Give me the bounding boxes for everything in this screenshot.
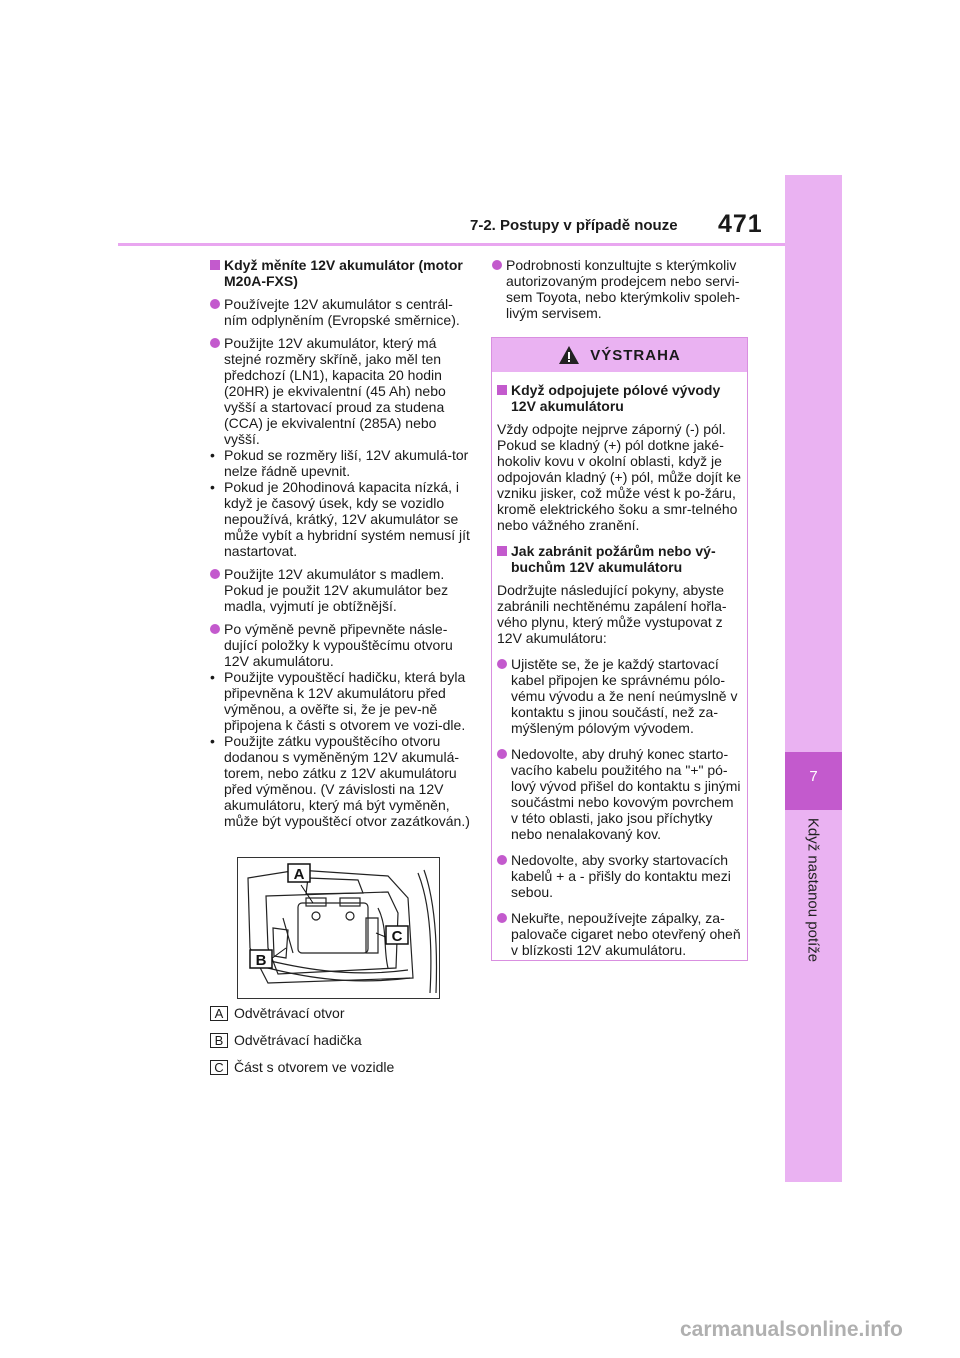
sub-bullet: • Použijte vypouštěcí hadičku, která byla připevněna k 12V akumulátoru před výměnou, a ověřte si, že je pev-ně připojena k části s otvorem ve vozi-dle. <box>210 669 466 733</box>
legend-item <box>210 1059 394 1075</box>
warning-header <box>492 338 747 372</box>
battery-drawing <box>238 858 440 999</box>
paragraph: Podrobnosti konzultujte s kterýmkoliv autorizovaným prodejcem nebo servi-sem Toyota, nebo kterýmkoliv spoleh-livým servisem. <box>492 257 758 321</box>
legend-key: B <box>210 1033 228 1048</box>
square-bullet-icon <box>497 546 507 556</box>
legend-text: Odvětrávací otvor <box>234 1005 345 1021</box>
warning-box <box>491 337 748 961</box>
circle-bullet-icon <box>497 855 507 865</box>
callout-a: A <box>293 866 305 883</box>
chapter-title: Když nastanou potíže <box>804 817 822 963</box>
watermark: carmanualsonline.info <box>680 1318 903 1341</box>
battery-illustration <box>237 857 440 999</box>
chapter-number: 7 <box>809 768 818 785</box>
right-column <box>492 257 758 328</box>
warning-heading: Jak zabránit požárům nebo vý-buchům 12V akumulátoru <box>497 543 741 575</box>
paragraph: Použijte 12V akumulátor, který má stejné rozměry skříně, jako měl ten předchozí (LN1), kapacita 20 hodin (20HR) je ekvivalentní (45 Ah) nebo vyšší a startovací proud za studena (CCA) je ekvivalentní (285A) nebo vyšší. • Pokud se rozměry liší, 12V akumulá-tor nelze řádně upevnit. • Pokud je 20hodinová kapacita nízká, i když je časový úsek, kdy se vozidlo nepoužívá, krátký, 12V akumulátor se může vybít a hybridní systém nemusí jít nastartovat. <box>210 335 472 559</box>
circle-bullet-icon <box>497 913 507 923</box>
warning-body <box>492 372 747 958</box>
circle-bullet-icon <box>210 299 220 309</box>
circle-bullet-icon <box>492 260 502 270</box>
legend-text: Část s otvorem ve vozidle <box>234 1059 395 1075</box>
callout-c: C <box>391 928 403 945</box>
circle-bullet-icon <box>497 659 507 669</box>
legend-key: A <box>210 1006 228 1021</box>
header-rule <box>118 243 842 246</box>
circle-bullet-icon <box>210 624 220 634</box>
left-column <box>210 257 472 836</box>
chapter-side-tab <box>785 175 842 1182</box>
warning-triangle-icon <box>558 345 580 365</box>
warning-bullet: Ujistěte se, že je každý startovací kabel připojen ke správnému pólo-vému vývodu a že není neúmyslně v kontaktu s jinou součástí, než za-mýšleným pólovým vývodem. <box>497 656 741 736</box>
legend-item <box>210 1032 362 1048</box>
legend-text: Odvětrávací hadička <box>234 1032 362 1048</box>
sub-bullet: • Pokud se rozměry liší, 12V akumulá-tor nelze řádně upevnit. <box>210 447 469 479</box>
warning-bullet: Nedovolte, aby svorky startovacích kabelů + a - přišly do kontaktu mezi sebou. <box>497 852 741 900</box>
circle-bullet-icon <box>497 749 507 759</box>
paragraph: Používejte 12V akumulátor s centrál-ním odplyněním (Evropské směrnice). <box>210 296 472 328</box>
warning-text: Vždy odpojte nejprve záporný (-) pól. Pokud se kladný (+) pól dotkne jaké-hokoliv kovu v okolní oblasti, když je odpojován kladný (+) pól, může dojít ke vzniku jisker, což může vést k po-žáru, kromě elektrického šoku a smr-telného nebo vážného zranění. <box>497 421 741 533</box>
circle-bullet-icon <box>210 569 220 579</box>
warning-title: VÝSTRAHA <box>590 346 681 364</box>
warning-bullet: Nedovolte, aby druhý konec starto-vacího kabelu použitého na "+" pó-lový vývod přišel do kontaktu s jinými součástmi nebo kovovým povrchem v této oblasti, jako jsou příchytky nebo nenalakovaný kov. <box>497 746 741 842</box>
circle-bullet-icon <box>210 338 220 348</box>
page-number: 471 <box>718 210 763 238</box>
square-bullet-icon <box>210 260 220 270</box>
legend-item <box>210 1005 345 1021</box>
warning-bullet: Nekuřte, nepoužívejte zápalky, za-palovače cigaret nebo otevřený oheň v blízkosti 12V akumulátoru. <box>497 910 741 958</box>
sub-bullet: • Pokud je 20hodinová kapacita nízká, i když je časový úsek, kdy se vozidlo nepoužívá, krátký, 12V akumulátor se může vybít a hybridní systém nemusí jít nastartovat. <box>210 479 470 559</box>
sub-bullet: • Použijte zátku vypouštěcího otvoru dodanou s vyměněným 12V akumulá-torem, nebo zátku z 12V akumulátoru před výměnou. (V závislosti na 12V akumulátoru, který má být vyměněn, může být vypouštěcí otvor zazátkován.) <box>210 733 470 829</box>
paragraph: Po výměně pevně připevněte násle-dující položky k vypouštěcímu otvoru 12V akumulátoru. • Použijte vypouštěcí hadičku, která byla připevněna k 12V akumulátoru před výměnou, a ověřte si, že je pev-ně připojena k části s otvorem ve vozi-dle. • Použijte zátku vypouštěcího otvoru dodanou s vyměněným 12V akumulá-torem, nebo zátku z 12V akumulátoru před výměnou. (V závislosti na 12V akumulátoru, který má být vyměněn, může být vypouštěcí otvor zazátkován.) <box>210 621 472 829</box>
section-heading: Když měníte 12V akumulátor (motor M20A-FXS) <box>210 257 472 289</box>
square-bullet-icon <box>497 385 507 395</box>
warning-heading: Když odpojujete pólové vývody 12V akumulátoru <box>497 382 741 414</box>
paragraph: Použijte 12V akumulátor s madlem. Pokud je použit 12V akumulátor bez madla, vyjmutí je obtížnější. <box>210 566 472 614</box>
legend-key: C <box>210 1060 228 1075</box>
section-title: 7-2. Postupy v případě nouze <box>470 217 678 234</box>
callout-b: B <box>255 952 267 969</box>
warning-text: Dodržujte následující pokyny, abyste zabránili nechtěnému zapálení hořla-vého plynu, který může vystupovat z 12V akumulátoru: <box>497 582 727 646</box>
